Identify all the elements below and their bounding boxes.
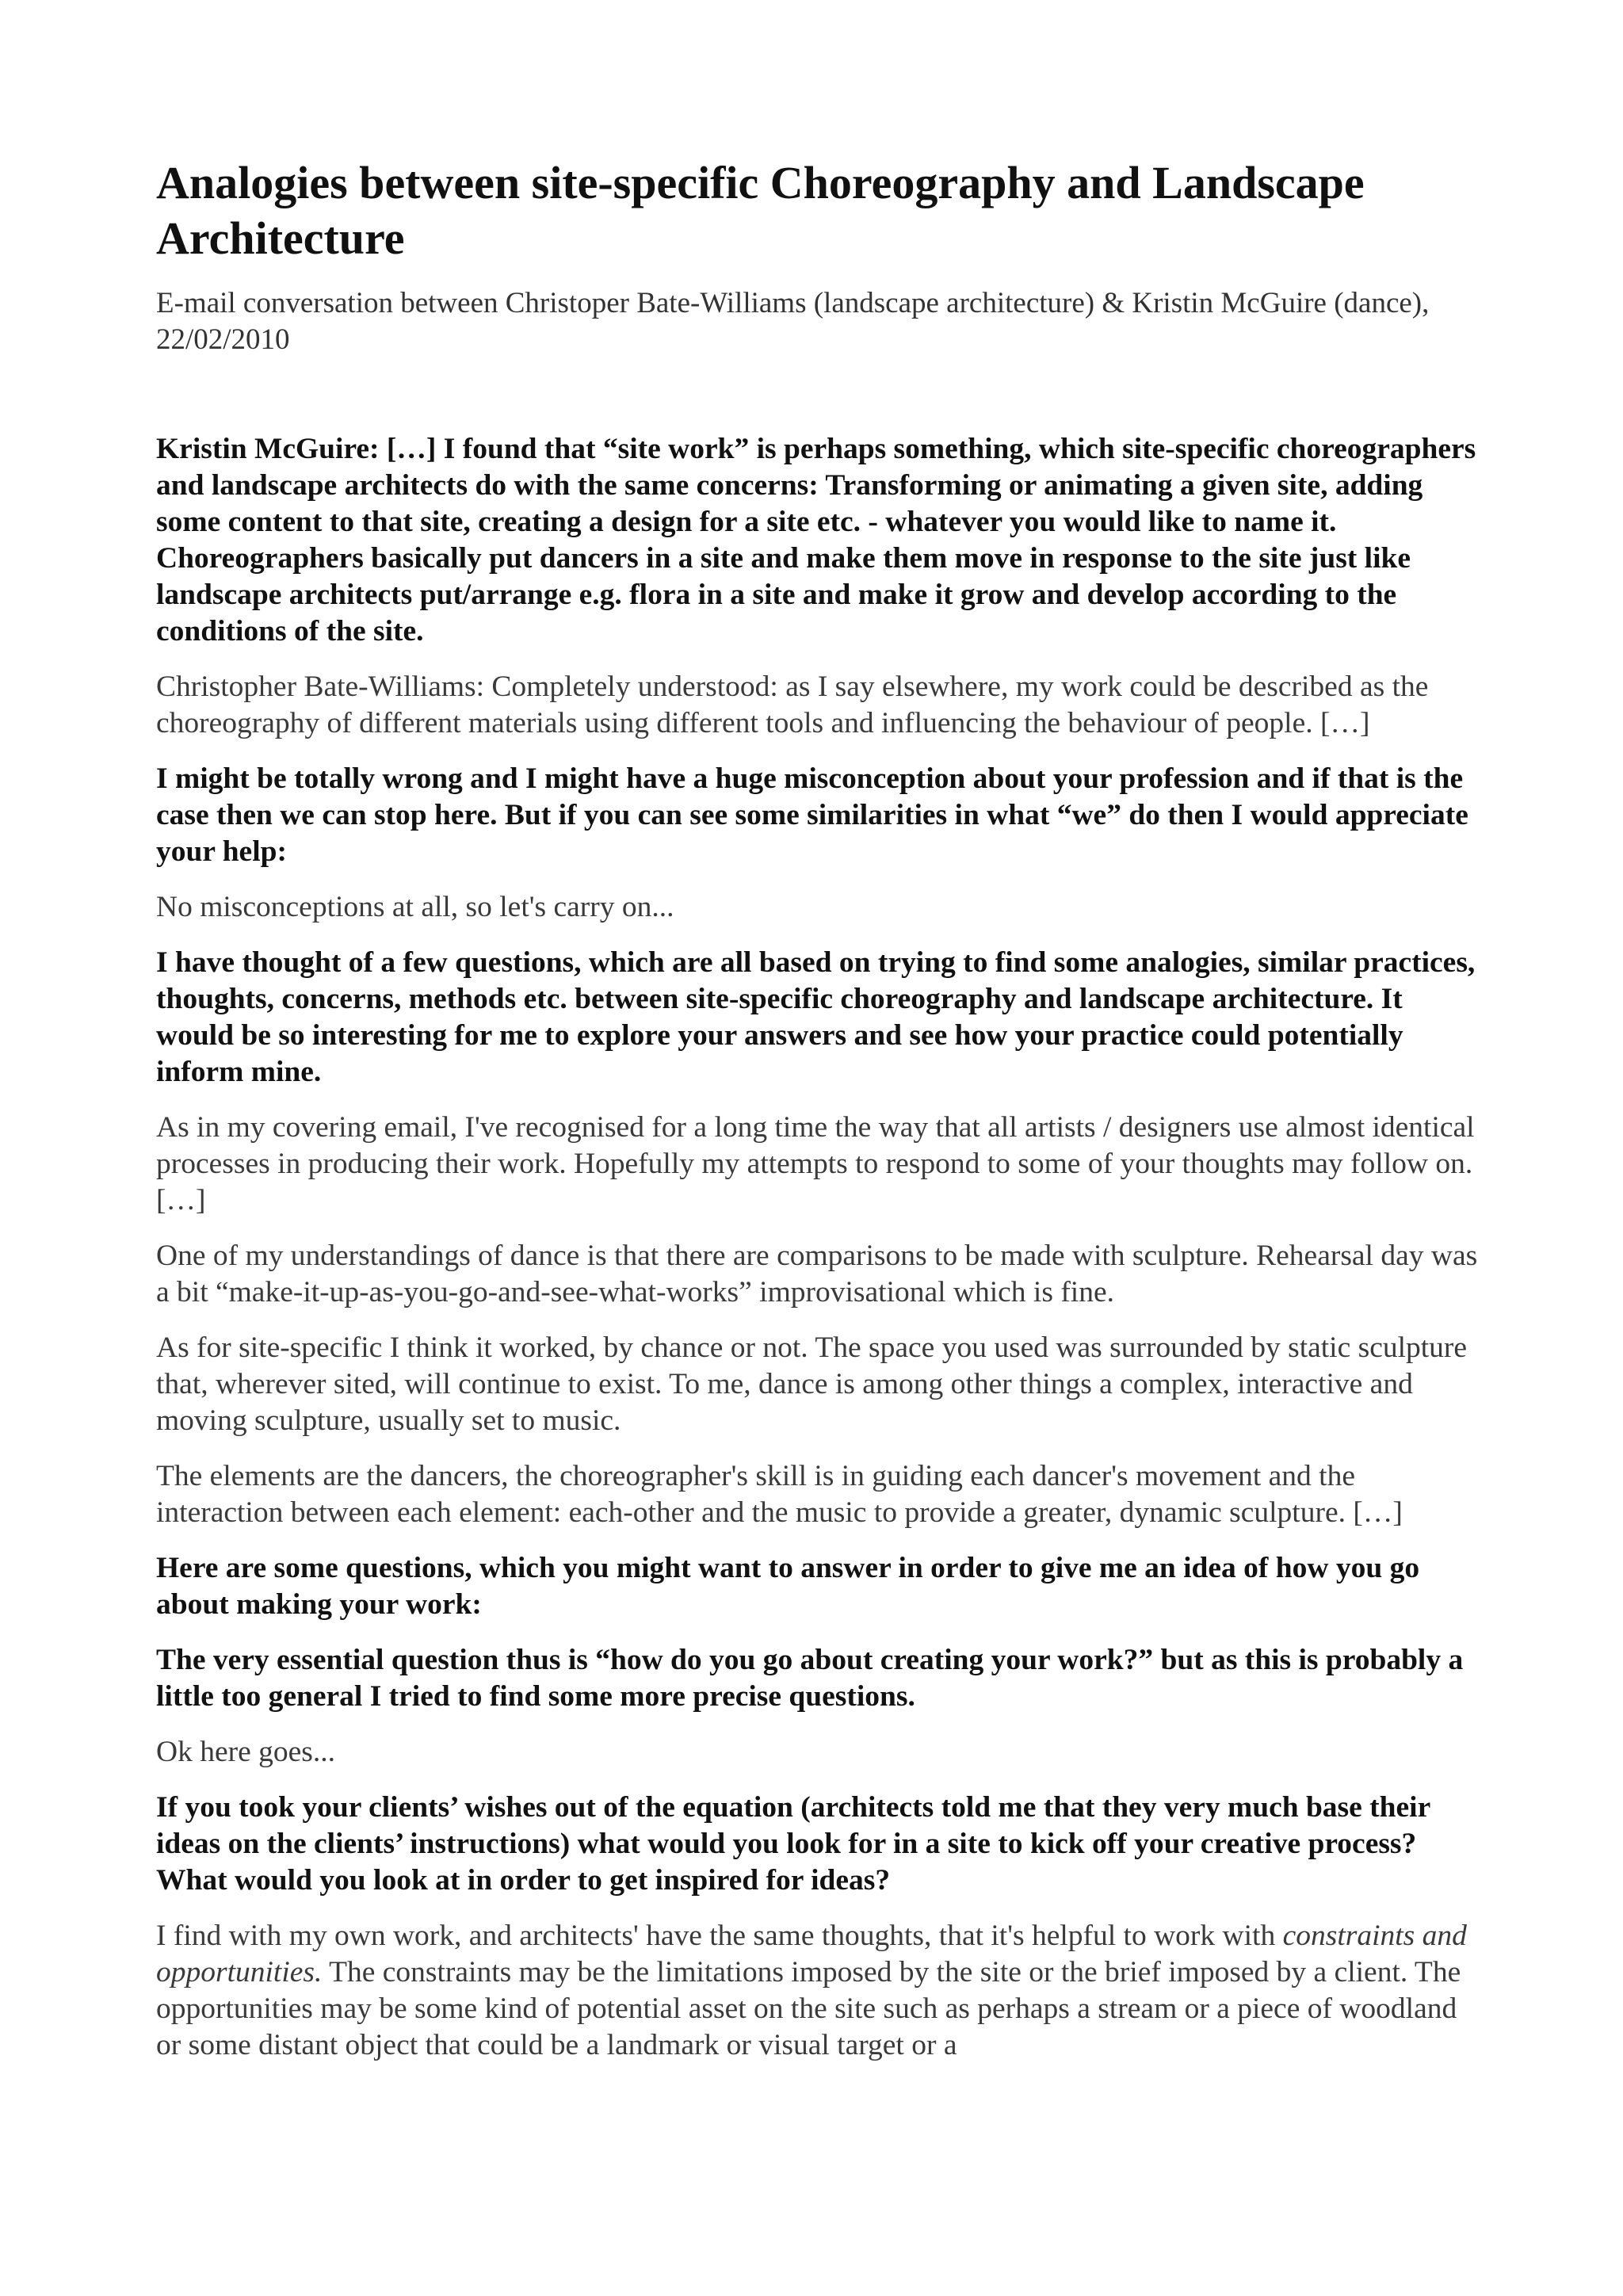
question-paragraph: I have thought of a few questions, which are all based on trying to find some analogies, similar practices, thoughts, concerns, methods etc. between site-specific choreography and landscape architecture. It would be so interesting for me to explore your answers and see how your practice could potentially inform mine. — [156, 946, 1476, 1088]
answer-paragraph: The elements are the dancers, the choreographer's skill is in guiding each dancer's movement and the interaction between each element: each-other and the music to provide a greater, dynamic sculpture. […] — [156, 1460, 1403, 1529]
answer-paragraph: Ok here goes... — [156, 1736, 335, 1768]
question-paragraph: Here are some questions, which you might want to answer in order to give me an idea of how you go about making your work: — [156, 1552, 1420, 1621]
answer-paragraph: As in my covering email, I've recognised for a long time the way that all artists / designers use almost identical processes in producing their work. Hopefully my attempts to respond to some of your thoughts may follow on. […] — [156, 1111, 1475, 1217]
question-paragraph: I might be totally wrong and I might have a huge misconception about your profession and if that is the case then we can stop here. But if you can see some similarities in what “we” do then I would appreciate your help: — [156, 762, 1468, 868]
conversation — [156, 431, 1478, 2064]
answer-paragraph: Christopher Bate-Williams: Completely understood: as I say elsewhere, my work could be described as the choreography of different materials using different tools and influencing the behaviour of people. […] — [156, 670, 1429, 739]
question-paragraph: Kristin McGuire: […] I found that “site work” is perhaps something, which site-specific choreographers and landscape architects do with the same concerns: Transforming or animating a given site, adding some content to that site, creating a design for a site etc. - whatever you would like to name it. Choreographers basically put dancers in a site and make them move in response to the site just like landscape architects put/arrange e.g. flora in a site and make it grow and develop according to the conditions of the site. — [156, 433, 1476, 648]
answer-paragraph-constraints — [156, 1918, 1478, 2064]
answer-paragraph: One of my understandings of dance is that there are comparisons to be made with sculpture. Rehearsal day was a bit “make-it-up-as-you-go-and-see-what-works” improvisational which is fine. — [156, 1240, 1478, 1308]
document-subtitle: E-mail conversation between Christoper Bate-Williams (landscape architecture) & Kristin McGuire (dance), 22/02/2010 — [156, 287, 1430, 356]
question-paragraph: If you took your clients’ wishes out of the equation (architects told me that they very much base their ideas on the clients’ instructions) what would you look for in a site to kick off your creative process? What would you look at in order to get inspired for ideas? — [156, 1791, 1430, 1897]
answer-text-after: The constraints may be the limitations imposed by the site or the brief imposed by a client. The opportunities may be some kind of potential asset on the site such as perhaps a stream or a piece of woodland or some distant object that could be a landmark or visual target or a — [156, 1956, 1461, 2061]
answer-emphasis: constraints and opportunities. — [156, 1920, 1467, 1988]
question-paragraph: The very essential question thus is “how do you go about creating your work?” but as this is probably a little too general I tried to find some more precise questions. — [156, 1644, 1464, 1713]
answer-text-before: I find with my own work, and architects' have the same thoughts, that it's helpful to work with — [156, 1920, 1283, 1952]
document-title: Analogies between site-specific Choreography and Landscape Architecture — [156, 157, 1365, 264]
answer-paragraph: No misconceptions at all, so let's carry on... — [156, 891, 674, 923]
answer-paragraph: As for site-specific I think it worked, by chance or not. The space you used was surrounded by static sculpture that, wherever sited, will continue to exist. To me, dance is among other things a complex, interactive and moving sculpture, usually set to music. — [156, 1331, 1468, 1437]
document-page — [156, 155, 1478, 2083]
